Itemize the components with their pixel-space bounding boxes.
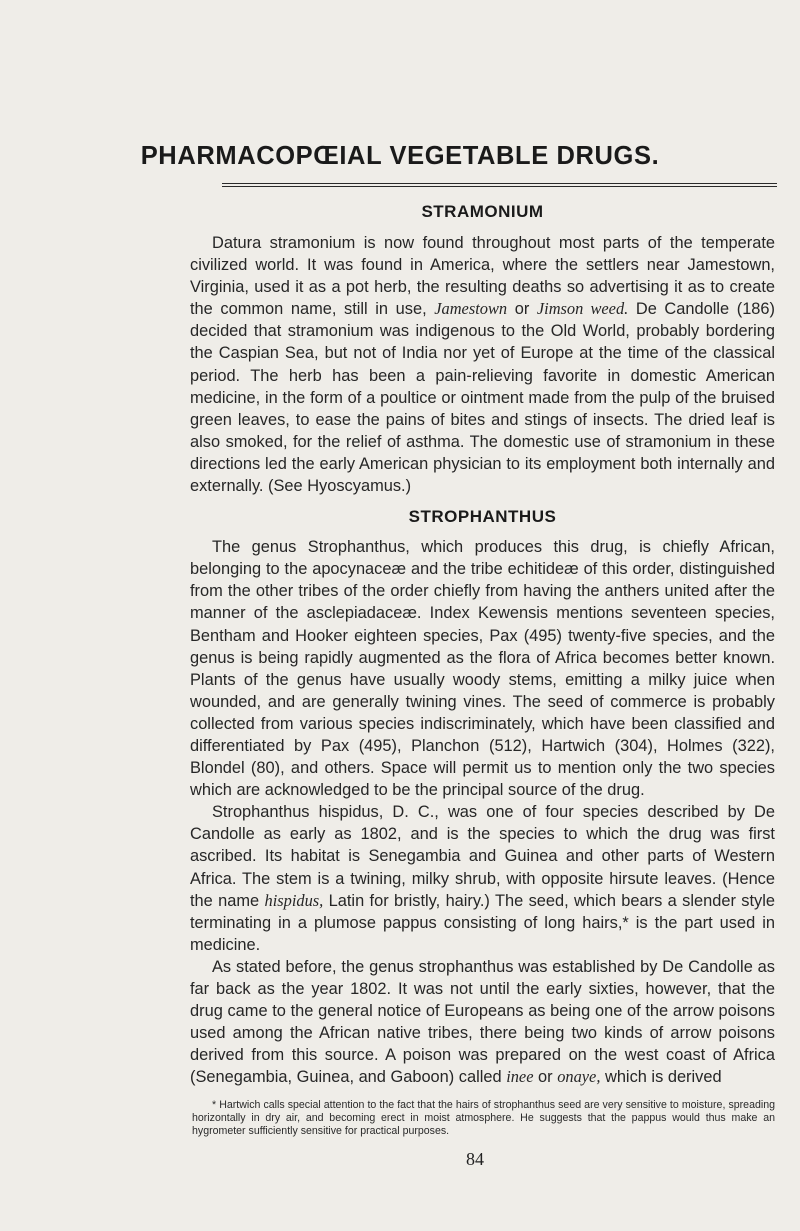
text-column <box>190 202 775 1088</box>
paragraph: Datura stramonium is now found throughout most parts of the temperate civilized world. It was found in America, where the settlers near Jamestown, Virginia, used it as a pot herb, the resulting deaths so advertising it as to create the common name, still in use, Jamestown or Jimson weed. De Candolle (186) decided that stramonium was indigenous to the Old World, probably bordering the Caspian Sea, but not of India nor yet of Europe at the time of the classical period. The herb has been a pain-relieving favorite in domestic American medicine, in the form of a poultice or ointment made from the pulp of the bruised green leaves, to ease the pains of bites and stings of insects. The dried leaf is also smoked, for the relief of asthma. The domestic use of stramonium in these directions led the early American physician to its employment both internally and externally. (See Hyoscyamus.) <box>190 234 776 496</box>
paragraph: As stated before, the genus strophanthus was established by De Candolle as far back as the year 1802. It was not until the early sixties, however, that the drug came to the general notice of Europeans as being one of the arrow poisons used among the African native tribes, there being two kinds of arrow poisons derived from this source. A poison was prepared on the west coast of Africa (Senegambia, Guinea, and Gaboon) called inee or onaye, which is derived <box>190 957 775 1087</box>
italic-term: Jimson weed. <box>536 299 629 319</box>
italic-term: Jamestown <box>434 299 508 319</box>
section-heading-stramonium: STRAMONIUM <box>421 202 544 221</box>
italic-term: hispidus, <box>264 890 324 910</box>
running-head: PHARMACOPŒIAL VEGETABLE DRUGS. <box>140 142 660 170</box>
italic-term: onaye, <box>557 1067 601 1087</box>
footnote: * Hartwich calls special attention to the fact that the hairs of strophanthus seed are very sensitive to moisture, spreading horizontally in dry air, and becoming erect in moist atmosphere. He suggests that the pappus would thus make an hygrometer sufficiently sensitive for practical purposes. <box>192 1099 775 1137</box>
page-number: 84 <box>466 1149 484 1169</box>
header-rule-top <box>222 183 777 184</box>
paragraph: The genus Strophanthus, which produces this drug, is chiefly African, belonging to the apocynaceæ and the tribe echitideæ of this order, distinguished from the other tribes of the order chiefly from having the anthers united after the manner of the asclepiadaceæ. Index Kewensis mentions seventeen species, Bentham and Hooker eighteen species, Pax (495) twenty-five species, and the genus is being rapidly augmented as the flora of Africa becomes better known. Plants of the genus have usually woody stems, emitting a milky juice when wounded, and are generally twining vines. The seed of commerce is probably collected from various species indiscriminately, which have been classified and differentiated by Pax (495), Planchon (512), Hartwich (304), Holmes (322), Blondel (80), and others. Space will permit us to mention only the two species which are acknowledged to be the principal source of the drug. <box>190 538 775 800</box>
header-rule-bottom <box>222 186 777 187</box>
italic-term: inee <box>506 1067 534 1087</box>
paragraph: Strophanthus hispidus, D. C., was one of four species described by De Candolle as early as 1802, and is the species to which the drug was first ascribed. Its habitat is Senegambia and Guinea and other parts of Western Africa. The stem is a twining, milky shrub, with opposite hirsute leaves. (Hence the name hispidus, Latin for bristly, hairy.) The seed, which bears a slender style terminating in a plumose pappus consisting of long hairs,* is the part used in medicine. <box>190 803 775 954</box>
section-heading-strophanthus: STROPHANTHUS <box>408 507 557 527</box>
